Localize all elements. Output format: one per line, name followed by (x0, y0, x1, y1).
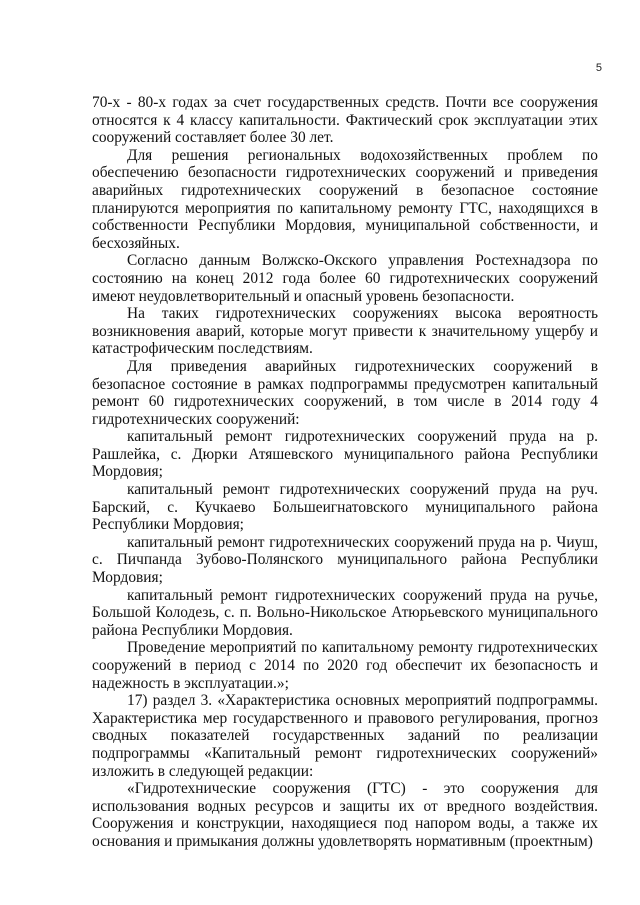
list-item-kolodez: капитальный ремонт гидротехнических сооружений пруда на ручье, Большой Колодезь, с. п. Вольно-Никольское Атюрьевского муниципального района Республики Мордовия. (92, 586, 598, 639)
paragraph-gts-definition: «Гидротехнические сооружения (ГТС) - это сооружения для использования водных ресурсов и защиты их от вредного воздействия. Сооружения и конструкции, находящиеся под напором воды, а также их основания и примыкания должны удовлетворять нормативным (проектным) (92, 780, 598, 850)
paragraph-accident-risk: На таких гидротехнических сооружениях высока вероятность возникновения аварий, которые могут привести к значительному ущербу и катастрофическим последствиям. (92, 305, 598, 358)
paragraph-regional-problems: Для решения региональных водохозяйственных проблем по обеспечению безопасности гидротехнических сооружений и приведения аварийных гидротехнических сооружений в безопасное состояние планируются мероприятия по капитальному ремонту ГТС, находящихся в собственности Республики Мордовия, муниципальной собственности, и бесхозяйных. (92, 146, 598, 252)
paragraph-continuation: 70-х - 80-х годах за счет государственных средств. Почти все сооружения относятся к 4 классу капитальности. Фактический срок эксплуатации этих сооружений составляет более 30 лет. (92, 94, 598, 147)
list-item-chiush: капитальный ремонт гидротехнических сооружений пруда на р. Чиуш, с. Пичпанда Зубово-Полянского муниципального района Республики Мордовия; (92, 533, 598, 587)
paragraph-repair-program: Для приведения аварийных гидротехнических сооружений в безопасное состояние в рамках подпрограммы предусмотрен капитальный ремонт 60 гидротехнических сооружений, в том числе в 2014 году 4 гидротехнических сооружений: (92, 357, 598, 428)
paragraph-rostekhnadzor-data: Согласно данным Волжско-Окского управления Ростехнадзора по состоянию на конец 2012 года более 60 гидротехнических сооружений имеют неудовлетворительный и опасный уровень безопасности. (92, 252, 598, 305)
paragraph-safety-outcome: Проведение мероприятий по капитальному ремонту гидротехнических сооружений в период с 2014 по 2020 год обеспечит их безопасность и надежность в эксплуатации.»; (92, 639, 598, 692)
list-item-barsky: капитальный ремонт гидротехнических сооружений пруда на руч. Барский, с. Кучкаево Большеигнатовского муниципального района Республики Мордовия; (92, 481, 598, 534)
page-number: 5 (595, 62, 602, 74)
list-item-rashleyka: капитальный ремонт гидротехнических сооружений пруда на р. Рашлейка, с. Дюрки Атяшевского муниципального района Республики Мордовия; (92, 428, 598, 481)
paragraph-section-17: 17) раздел 3. «Характеристика основных мероприятий подпрограммы. Характеристика мер государственного и правового регулирования, прогноз сводных показателей государственных заданий по реализации подпрограммы «Капитальный ремонт гидротехнических сооружений» изложить в следующей редакции: (92, 692, 598, 780)
document-body (92, 94, 598, 851)
